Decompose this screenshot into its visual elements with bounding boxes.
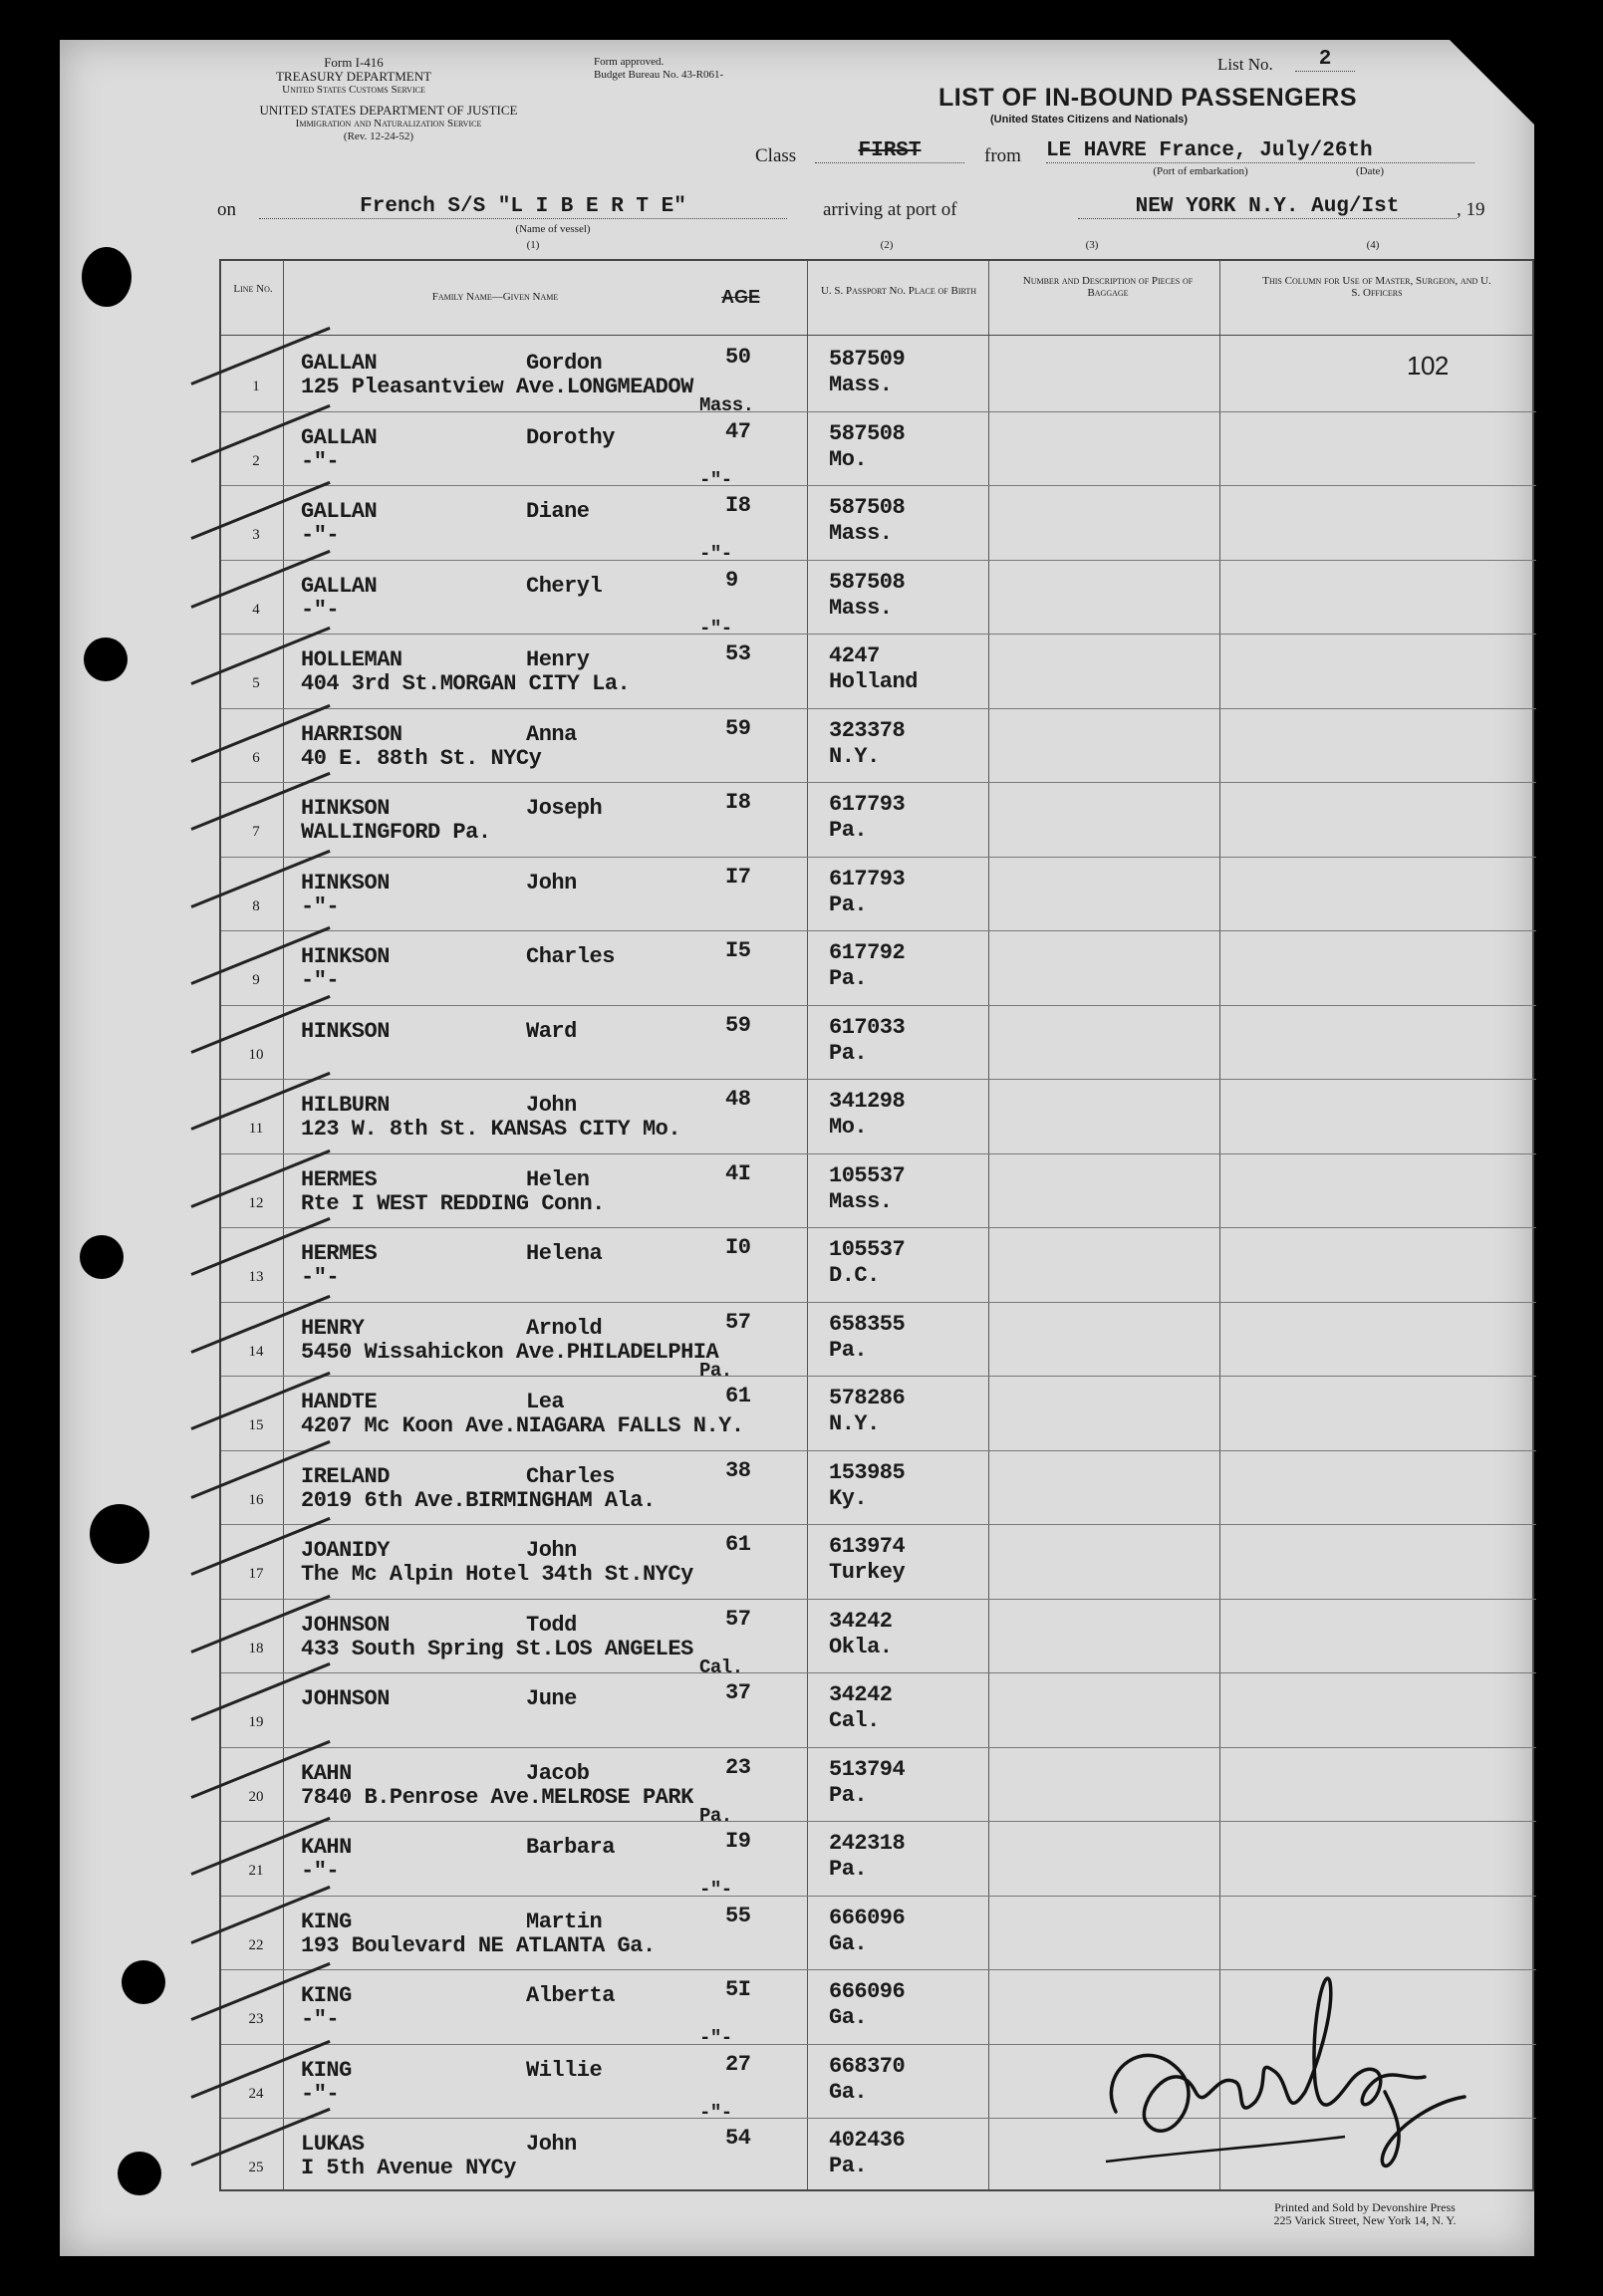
officer-note: 102 <box>1407 351 1449 381</box>
line-number: 2 <box>252 452 260 469</box>
family-name: HINKSON <box>301 1018 390 1044</box>
address-continued: Cal. <box>699 1656 743 1678</box>
passport-number: 105537 <box>829 1162 906 1188</box>
address-continued: Mass. <box>699 394 754 416</box>
family-name: KING <box>301 1983 352 2008</box>
address: WALLINGFORD Pa. <box>301 820 491 845</box>
table-row <box>221 857 1536 932</box>
age-header: AGE <box>721 287 761 307</box>
place-of-birth: Mo. <box>829 446 868 472</box>
class-value: FIRST <box>815 139 964 163</box>
table-row <box>221 560 1536 639</box>
table-row <box>221 1599 1536 1678</box>
place-of-birth: Cal. <box>829 1708 880 1733</box>
name-header: Family Name—Given Name <box>431 291 559 303</box>
baggage-header: Number and Description of Pieces of Baggage <box>1022 275 1194 299</box>
row-divider <box>221 411 1536 412</box>
table-row <box>221 782 1536 858</box>
address-continued: -"- <box>699 1879 732 1901</box>
table-row <box>221 1896 1536 1971</box>
line-number: 20 <box>248 1788 264 1805</box>
customs-service: United States Customs Service <box>282 84 425 96</box>
line-number: 9 <box>252 972 260 988</box>
address-continued: -"- <box>699 543 732 565</box>
passport-number: 617033 <box>829 1014 906 1040</box>
address: -"- <box>301 1265 340 1290</box>
header-divider <box>221 335 1532 336</box>
line-number: 7 <box>252 824 260 840</box>
family-name: KING <box>301 1909 352 1934</box>
place-of-birth: Pa. <box>829 1782 868 1808</box>
given-name: Charles <box>526 944 615 969</box>
age: 59 <box>725 1012 751 1038</box>
given-name: Charles <box>526 1463 615 1489</box>
row-divider <box>221 1747 1536 1748</box>
table-row <box>221 337 1536 416</box>
family-name: KAHN <box>301 1835 352 1860</box>
col-4-caption: (4) <box>1366 239 1380 251</box>
line-number: 16 <box>248 1491 264 1508</box>
given-name: Henry <box>526 647 590 672</box>
line-number: 22 <box>248 1936 264 1953</box>
passport-number: 587508 <box>829 569 906 595</box>
address: 7840 B.Penrose Ave.MELROSE PARK <box>301 1784 693 1810</box>
address: 2019 6th Ave.BIRMINGHAM Ala. <box>301 1487 656 1513</box>
passport-number: 658355 <box>829 1311 906 1337</box>
family-name: JOANIDY <box>301 1538 390 1563</box>
line-number: 25 <box>248 2160 264 2175</box>
punch-hole <box>80 1235 124 1279</box>
given-name: Gordon <box>526 351 603 376</box>
from-value: LE HAVRE France, July/26th <box>1046 139 1474 163</box>
place-of-birth: Pa. <box>829 1857 868 1882</box>
family-name: KING <box>301 2057 352 2083</box>
given-name: Alberta <box>526 1983 615 2008</box>
punch-hole <box>118 2152 161 2195</box>
row-divider <box>221 1302 1536 1303</box>
place-of-birth: D.C. <box>829 1263 880 1288</box>
age: 47 <box>725 418 751 444</box>
passenger-table <box>219 259 1534 2191</box>
table-row <box>221 1450 1536 1526</box>
age: 61 <box>725 1532 751 1557</box>
address: -"- <box>301 968 340 993</box>
table-row <box>221 634 1536 709</box>
age: 57 <box>725 1309 751 1335</box>
age: I7 <box>725 864 751 890</box>
page-subtitle: (United States Citizens and Nationals) <box>990 114 1189 126</box>
passport-number: 587508 <box>829 495 906 520</box>
age: 61 <box>725 1384 751 1408</box>
passport-number: 578286 <box>829 1386 906 1410</box>
form-number: Form I-416 <box>324 55 384 70</box>
line-number: 6 <box>252 749 260 766</box>
table-row <box>221 930 1536 1006</box>
given-name: John <box>526 1538 577 1563</box>
age: 53 <box>725 641 751 666</box>
punch-hole <box>82 247 132 307</box>
given-name: Joseph <box>526 796 603 821</box>
given-name: Ward <box>526 1018 577 1044</box>
row-divider <box>221 1672 1536 1673</box>
age: 57 <box>725 1606 751 1632</box>
given-name: June <box>526 1686 577 1711</box>
from-label: from <box>984 145 1021 166</box>
port-embark-caption: (Port of embarkation) <box>1153 165 1248 177</box>
family-name: HILBURN <box>301 1093 390 1118</box>
col-3-caption: (3) <box>1085 239 1099 251</box>
family-name: HANDTE <box>301 1390 378 1414</box>
passport-number: 34242 <box>829 1682 893 1707</box>
passport-number: 668370 <box>829 2053 906 2079</box>
family-name: IRELAND <box>301 1463 390 1489</box>
punch-hole <box>84 638 128 681</box>
passport-number: 34242 <box>829 1608 893 1634</box>
table-row <box>221 1227 1536 1303</box>
age: I9 <box>725 1829 751 1854</box>
address: -"- <box>301 523 340 548</box>
age: 23 <box>725 1754 751 1780</box>
line-number: 12 <box>248 1194 264 1211</box>
address: 433 South Spring St.LOS ANGELES <box>301 1636 693 1661</box>
family-name: HINKSON <box>301 870 390 895</box>
table-row <box>221 411 1536 491</box>
row-divider <box>221 634 1536 635</box>
passport-number: 513794 <box>829 1756 906 1782</box>
vessel-value: French S/S "L I B E R T E" <box>259 195 787 219</box>
family-name: JOHNSON <box>301 1686 390 1711</box>
age: 37 <box>725 1680 751 1705</box>
form-approved: Form approved. <box>594 56 665 68</box>
folded-corner <box>1450 40 1534 125</box>
passport-number: 587509 <box>829 347 906 372</box>
given-name: Helen <box>526 1166 590 1192</box>
row-divider <box>221 857 1536 858</box>
address: Rte I WEST REDDING Conn. <box>301 1190 605 1216</box>
line-number: 1 <box>252 379 260 394</box>
row-divider <box>221 1896 1536 1897</box>
age: I8 <box>725 790 751 815</box>
table-row <box>221 1821 1536 1901</box>
table-row <box>221 1005 1536 1081</box>
place-of-birth: Mo. <box>829 1115 868 1140</box>
row-divider <box>221 1079 1536 1080</box>
given-name: Arnold <box>526 1315 603 1341</box>
row-divider <box>221 1821 1536 1822</box>
arriving-label: arriving at port of <box>823 199 957 220</box>
table-row <box>221 708 1536 784</box>
address-continued: -"- <box>699 2101 732 2124</box>
table-row <box>221 1302 1536 1382</box>
given-name: Dorothy <box>526 424 615 450</box>
place-of-birth: Pa. <box>829 966 868 991</box>
place-of-birth: Pa. <box>829 892 868 917</box>
arrival-value: NEW YORK N.Y. Aug/Ist <box>1078 195 1457 219</box>
row-divider <box>221 1005 1536 1006</box>
ins-service: Immigration and Naturalization Service <box>295 118 482 129</box>
given-name: John <box>526 2132 577 2157</box>
passport-number: 402436 <box>829 2128 906 2153</box>
place-of-birth: N.Y. <box>829 743 880 769</box>
address: 123 W. 8th St. KANSAS CITY Mo. <box>301 1117 681 1142</box>
on-label: on <box>217 199 236 220</box>
address: 125 Pleasantview Ave.LONGMEADOW <box>301 375 693 399</box>
printer-imprint <box>1196 2201 1534 2227</box>
age: 4I <box>725 1160 751 1186</box>
passport-number: 242318 <box>829 1831 906 1856</box>
address-continued: -"- <box>699 2027 732 2049</box>
table-row <box>221 1672 1536 1748</box>
line-number: 15 <box>248 1417 264 1433</box>
line-number: 3 <box>252 527 260 543</box>
line-number: 21 <box>248 1863 264 1879</box>
passport-number: 666096 <box>829 1905 906 1930</box>
family-name: KAHN <box>301 1760 352 1786</box>
place-of-birth: Turkey <box>829 1560 906 1585</box>
vessel-caption: (Name of vessel) <box>515 223 591 235</box>
line-number: 10 <box>248 1046 264 1063</box>
address: 5450 Wissahickon Ave.PHILADELPHIA <box>301 1339 719 1365</box>
family-name: HERMES <box>301 1166 378 1192</box>
address-continued: -"- <box>699 468 732 491</box>
address-continued: -"- <box>699 617 732 639</box>
passport-number: 323378 <box>829 717 906 743</box>
line-number: 14 <box>248 1343 264 1360</box>
place-of-birth: Mass. <box>829 521 893 546</box>
printer-line-2: 225 Varick Street, New York 14, N. Y. <box>1273 2213 1457 2227</box>
family-name: GALLAN <box>301 351 378 376</box>
table-row <box>221 1376 1536 1451</box>
table-row <box>221 1079 1536 1154</box>
family-name: GALLAN <box>301 424 378 450</box>
given-name: Barbara <box>526 1835 615 1860</box>
table-row <box>221 1747 1536 1827</box>
line-number: 11 <box>248 1121 264 1137</box>
row-divider <box>221 1524 1536 1525</box>
family-name: HINKSON <box>301 944 390 969</box>
place-of-birth: Holland <box>829 669 918 694</box>
address: 193 Boulevard NE ATLANTA Ga. <box>301 1932 656 1958</box>
col-1-caption: (1) <box>526 239 540 251</box>
passport-number: 153985 <box>829 1459 906 1485</box>
table-row <box>221 1524 1536 1600</box>
line-number: 24 <box>248 2085 264 2102</box>
officers-header: This Column for Use of Master, Surgeon, and U. S. Officers <box>1262 275 1491 299</box>
passport-number: 617793 <box>829 866 906 892</box>
passport-number: 666096 <box>829 1979 906 2004</box>
line-number: 13 <box>248 1269 264 1285</box>
age: 55 <box>725 1903 751 1928</box>
row-divider <box>221 560 1536 561</box>
age: 9 <box>725 567 738 593</box>
given-name: Martin <box>526 1909 603 1934</box>
row-divider <box>221 782 1536 783</box>
col-2-caption: (2) <box>880 239 894 251</box>
line-number: 23 <box>248 2011 264 2027</box>
address: -"- <box>301 2081 340 2107</box>
row-divider <box>221 485 1536 486</box>
given-name: John <box>526 1093 577 1118</box>
age: 48 <box>725 1087 751 1112</box>
address: 404 3rd St.MORGAN CITY La. <box>301 671 631 696</box>
place-of-birth: Mass. <box>829 373 893 397</box>
place-of-birth: Ky. <box>829 1485 868 1511</box>
family-name: GALLAN <box>301 573 378 599</box>
address: -"- <box>301 448 340 474</box>
row-divider <box>221 1227 1536 1228</box>
place-of-birth: Mass. <box>829 1188 893 1214</box>
date-caption: (Date) <box>1355 165 1385 177</box>
passport-number: 617793 <box>829 792 906 817</box>
passport-number: 105537 <box>829 1237 906 1262</box>
table-row <box>221 1153 1536 1229</box>
line-number: 5 <box>252 675 260 691</box>
signature <box>1086 1962 1484 2181</box>
family-name: JOHNSON <box>301 1612 390 1638</box>
line-number: 19 <box>248 1714 264 1730</box>
line-number: 17 <box>248 1566 264 1582</box>
age: I0 <box>725 1235 751 1260</box>
address: -"- <box>301 2007 340 2032</box>
place-of-birth: Ga. <box>829 1930 868 1956</box>
family-name: HARRISON <box>301 721 402 747</box>
row-divider <box>221 930 1536 931</box>
passport-number: 613974 <box>829 1534 906 1559</box>
table-row <box>221 485 1536 565</box>
treasury-department: TREASURY DEPARTMENT <box>275 69 432 84</box>
given-name: Helena <box>526 1241 603 1266</box>
place-of-birth: N.Y. <box>829 1411 880 1436</box>
punch-hole <box>90 1504 149 1564</box>
place-of-birth: Mass. <box>829 595 893 621</box>
family-name: HOLLEMAN <box>301 647 402 672</box>
place-of-birth: Pa. <box>829 1040 868 1066</box>
place-of-birth: Okla. <box>829 1634 893 1659</box>
given-name: Diane <box>526 499 590 524</box>
given-name: Lea <box>526 1390 565 1414</box>
row-divider <box>221 708 1536 709</box>
passport-number: 617792 <box>829 940 906 965</box>
passport-header: U. S. Passport No. Place of Birth <box>820 285 977 297</box>
age: 59 <box>725 715 751 741</box>
list-no-value: 2 <box>1295 48 1355 72</box>
punch-hole <box>122 1960 165 2004</box>
place-of-birth: Ga. <box>829 2079 868 2105</box>
address: The Mc Alpin Hotel 34th St.NYCy <box>301 1562 693 1587</box>
age: 50 <box>725 345 751 370</box>
class-label: Class <box>755 145 797 166</box>
line-number: 8 <box>252 897 260 914</box>
address: -"- <box>301 1859 340 1884</box>
place-of-birth: Pa. <box>829 818 868 843</box>
line-number: 18 <box>248 1640 264 1657</box>
given-name: Willie <box>526 2057 603 2083</box>
given-name: Todd <box>526 1612 577 1638</box>
row-divider <box>221 1450 1536 1451</box>
passport-number: 587508 <box>829 420 906 446</box>
revision-date: (Rev. 12-24-52) <box>343 130 414 142</box>
row-divider <box>221 1376 1536 1377</box>
address-continued: Pa. <box>699 1804 732 1827</box>
budget-bureau: Budget Bureau No. 43-R061- <box>594 69 724 81</box>
family-name: HINKSON <box>301 796 390 821</box>
address: I 5th Avenue NYCy <box>301 2156 516 2180</box>
given-name: Anna <box>526 721 577 747</box>
line-no-header: Line No. <box>233 283 273 295</box>
line-number: 4 <box>252 601 260 618</box>
place-of-birth: Pa. <box>829 2154 868 2178</box>
place-of-birth: Ga. <box>829 2005 868 2030</box>
family-name: LUKAS <box>301 2132 365 2157</box>
page-title: LIST OF IN-BOUND PASSENGERS <box>938 84 1358 112</box>
age: 54 <box>725 2126 751 2151</box>
address-continued: Pa. <box>699 1359 732 1382</box>
age: 27 <box>725 2051 751 2077</box>
age: I8 <box>725 493 751 518</box>
row-divider <box>221 1153 1536 1154</box>
family-name: GALLAN <box>301 499 378 524</box>
row-divider <box>221 1599 1536 1600</box>
address: 40 E. 88th St. NYCy <box>301 745 542 771</box>
given-name: Jacob <box>526 1760 590 1786</box>
given-name: John <box>526 870 577 895</box>
place-of-birth: Pa. <box>829 1337 868 1363</box>
printer-line-1: Printed and Sold by Devonshire Press <box>1274 2200 1456 2214</box>
department-of-justice: UNITED STATES DEPARTMENT OF JUSTICE <box>259 103 518 118</box>
age: 5I <box>725 1977 751 2002</box>
given-name: Cheryl <box>526 573 603 599</box>
address: -"- <box>301 893 340 919</box>
address: 4207 Mc Koon Ave.NIAGARA FALLS N.Y. <box>301 1413 744 1438</box>
passport-number: 4247 <box>829 643 880 668</box>
address: -"- <box>301 597 340 623</box>
list-no-label: List No. <box>1217 55 1273 74</box>
age: 38 <box>725 1457 751 1483</box>
year-label: , 19 <box>1457 199 1485 220</box>
age: I5 <box>725 938 751 963</box>
family-name: HENRY <box>301 1315 365 1341</box>
family-name: HERMES <box>301 1241 378 1266</box>
passport-number: 341298 <box>829 1089 906 1114</box>
